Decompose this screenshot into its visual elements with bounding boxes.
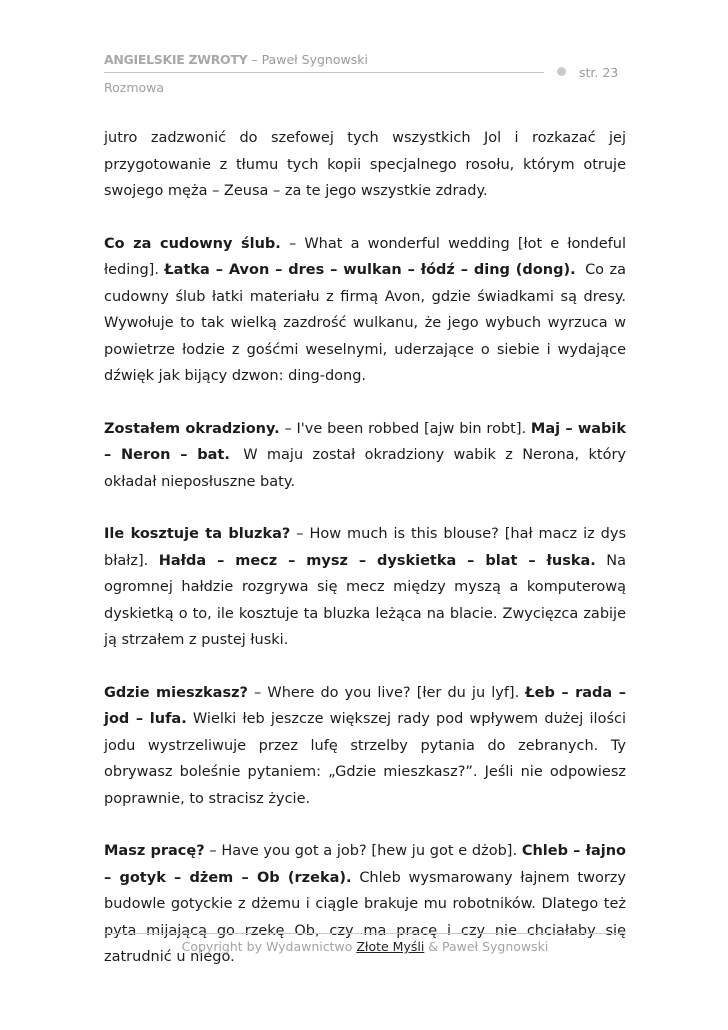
book-title: ANGIELSKIE ZWROTY [104,52,248,67]
entry-blouse [104,521,626,654]
entry-translation: – What a wonderful wedding [łot e łondeful łeding]. [104,235,626,278]
copyright-suffix: & Paweł Sygnowski [424,939,549,954]
entry-translation: – Have you got a job? [hew ju got e dżob]. [204,843,522,859]
paragraph-intro [104,125,626,205]
title-separator: – [247,52,262,67]
entry-phrase: Gdzie mieszkasz? [104,684,248,701]
entry-robbed [104,416,626,496]
entry-wedding [104,231,626,390]
entry-live [104,680,626,813]
entry-translation: – Where do you live? [łer du ju lyf]. [247,684,526,701]
running-title [104,52,626,67]
page-footer [104,939,626,954]
entry-story: Wielki łeb jeszcze większej rady pod wpływem dużej ilości jodu wystrzeliwuje przez lufę strzelby pytania do zebranych. Ty obrywasz boleśnie pytaniem: „Gdzie mieszkasz?”. Jeśli nie odpowiesz poprawnie, to stracisz życie. [104,711,626,807]
entry-phrase: Co za cudowny ślub. [104,235,281,252]
entry-mnemonic: Łeb – rada – jod – lufa. [104,684,626,727]
entry-story: W maju został okradziony wabik z Nerona, który okładał nieposłuszne baty. [104,447,627,490]
entry-phrase: Ile kosztuje ta bluzka? [104,526,291,542]
entry-story: Na ogromnej hałdzie rozgrywa się mecz między myszą a komputerową dyskietką o to, ile kosztuje ta bluzka leżąca na blacie. Zwycięzca zabije ją strzałem z pustej łuski. [104,552,626,648]
publisher-link[interactable]: Złote Myśli [356,939,425,954]
entry-mnemonic: Chleb – łajno – gotyk – dżem – Ob (rzeka). [104,843,626,886]
copyright-prefix: Copyright by Wydawnictwo [181,939,357,954]
entry-mnemonic: Maj – wabik – Neron – bat. [104,420,627,463]
page-header [104,52,626,95]
author-name: Paweł Sygnowski [261,52,368,67]
entry-mnemonic: Łatka – Avon – dres – wulkan – łódź – ding (dong). [164,262,576,278]
entry-phrase: Zostałem okradziony. [104,420,280,437]
header-rule [104,72,544,73]
entry-translation: – I've been robbed [ajw bin robt]. [279,420,531,437]
entry-translation: – How much is this blouse? [hał macz iz dys błałz]. [104,526,626,569]
entry-mnemonic: Hałda – mecz – mysz – dyskietka – blat – łuska. [158,552,596,569]
bullet-icon [557,67,566,76]
main-content [104,125,626,997]
entry-story: Chleb wysmarowany łajnem tworzy budowle gotyckie z dżemu i ciągle brakuje mu robotników. Dlatego też pyta mijającą go rzekę Ob, czy ma pracę i czy nie chciałaby się zatrudnić u niego. [104,869,626,965]
entry-story: Co za cudowny ślub łatki materiału z firmą Avon, gdzie świadkami są dresy. Wywołuje to tak wielką zazdrość wulkanu, że jego wybuch wyrzuca w powietrze łodzie z gośćmi weselnymi, uderzające o siebie i wydające dźwięk jak bijący dzwon: ding-dong. [104,262,626,384]
entry-phrase: Masz pracę? [104,843,205,859]
intro-text: jutro zadzwonić do szefowej tych wszystkich Jol i rozkazać jej przygotowanie z tłumu tych kopii specjalnego rosołu, którym otruje swojego męża – Zeusa – za te jego wszystkie zdrady. [104,130,626,199]
footer-rule [104,933,626,934]
section-title: Rozmowa [104,80,165,95]
page-number: str. 23 [579,65,619,80]
